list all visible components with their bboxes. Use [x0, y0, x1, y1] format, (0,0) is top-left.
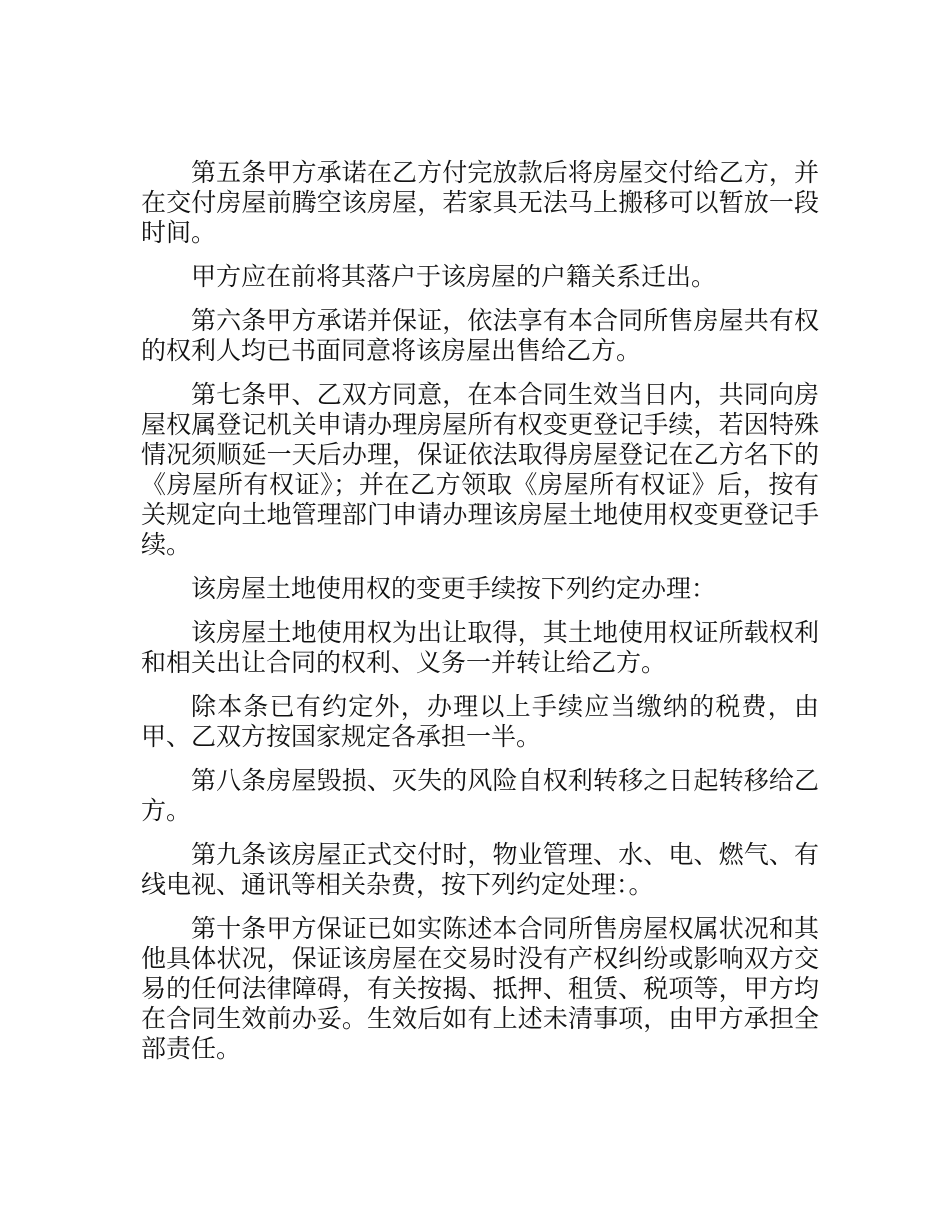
paragraph-article-8: 第八条房屋毁损、灭失的风险自权利转移之日起转移给乙方。: [141, 766, 819, 825]
paragraph-article-6: 第六条甲方承诺并保证，依法享有本合同所售房屋共有权的权利人均已书面同意将该房屋出售给乙方。: [141, 306, 819, 365]
paragraph-article-9: 第九条该房屋正式交付时，物业管理、水、电、燃气、有线电视、通讯等相关杂费，按下列约定处理：。: [141, 840, 819, 899]
paragraph-article-10: 第十条甲方保证已如实陈述本合同所售房屋权属状况和其他具体状况，保证该房屋在交易时没有产权纠纷或影响双方交易的任何法律障碍，有关按揭、抵押、租赁、税项等，甲方均在合同生效前办妥。生效后如有上述未清事项，由甲方承担全部责任。: [141, 914, 819, 1063]
paragraph-household-registration: 甲方应在前将其落户于该房屋的户籍关系迁出。: [191, 262, 717, 291]
paragraph-article-7: 第七条甲、乙双方同意，在本合同生效当日内，共同向房屋权属登记机关申请办理房屋所有权变更登记手续，若因特殊情况须顺延一天后办理，保证依法取得房屋登记在乙方名下的《房屋所有权证》；并在乙方领取《房屋所有权证》后，按有关规定向土地管理部门申请办理该房屋土地使用权变更登记手续。: [141, 380, 819, 559]
paragraph-land-use-procedure: 该房屋土地使用权的变更手续按下列约定办理：: [191, 574, 717, 603]
paragraph-tax-fees: 除本条已有约定外，办理以上手续应当缴纳的税费，由甲、乙双方按国家规定各承担一半。: [141, 692, 819, 751]
paragraph-article-5: 第五条甲方承诺在乙方付完放款后将房屋交付给乙方，并在交付房屋前腾空该房屋，若家具无法马上搬移可以暂放一段时间。: [141, 158, 819, 247]
document-body: [141, 158, 819, 1078]
paragraph-land-use-transfer: 该房屋土地使用权为出让取得，其土地使用权证所载权利和相关出让合同的权利、义务一并转让给乙方。: [141, 618, 819, 677]
